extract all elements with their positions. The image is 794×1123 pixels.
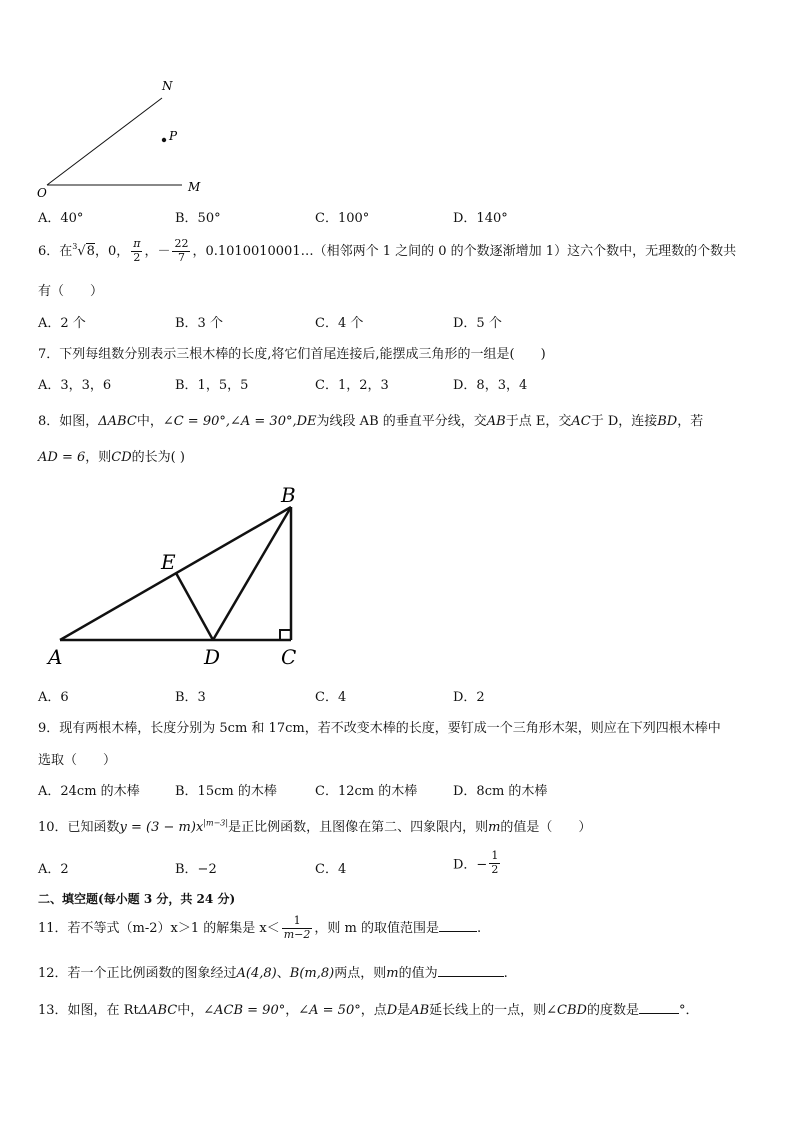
q7-option-c[interactable]: C．1，2，3 xyxy=(315,378,389,393)
q6-sep1: ，0， xyxy=(94,244,130,259)
q9-option-a[interactable]: A．24cm 的木棒 xyxy=(38,784,140,799)
label-b: B xyxy=(281,483,296,507)
q6-option-a[interactable]: A．2 个 xyxy=(38,316,86,331)
q8-stem-line2: AD = 6，则CD的长为( ) xyxy=(38,450,185,465)
q12-answer-blank[interactable] xyxy=(438,964,504,977)
angle-figure xyxy=(30,74,220,200)
label-m: M xyxy=(188,180,201,194)
q12-stem: 12．若一个正比例函数的图象经过A(4,8)、B(m,8)两点，则m的值为 . xyxy=(38,966,508,981)
q10-option-b[interactable]: B．−2 xyxy=(175,862,217,877)
q8-option-a[interactable]: A．6 xyxy=(38,690,69,705)
q5-option-d[interactable]: D．140° xyxy=(453,211,508,226)
q9-option-c[interactable]: C．12cm 的木棒 xyxy=(315,784,418,799)
q7-option-a[interactable]: A．3，3，6 xyxy=(38,378,112,393)
q9-option-b[interactable]: B．15cm 的木棒 xyxy=(175,784,277,799)
q9-stem-line2: 选取（ ） xyxy=(38,753,117,768)
label-e: E xyxy=(161,550,176,574)
q8-options xyxy=(38,686,758,704)
q10-stem: 10．已知函数$y = (3 - m)x^{|m-3|}$是正比例函数，且图像在第二、四象限内，则m的值是（ ） xyxy=(38,818,592,835)
label-c: C xyxy=(281,645,297,669)
segment-de xyxy=(176,573,213,640)
label-d: D xyxy=(204,645,221,669)
q6-options xyxy=(38,312,758,330)
ray-on xyxy=(47,98,162,185)
q8-option-c[interactable]: C．4 xyxy=(315,690,347,705)
q8-option-d[interactable]: D．2 xyxy=(453,690,485,705)
label-n: N xyxy=(162,79,173,93)
segment-bd xyxy=(213,507,291,640)
q6-rest: ，0.1010010001…（相邻两个 1 之间的 0 的个数逐渐增加 1）这六个数中，无理数的个数共 xyxy=(192,244,737,259)
q6-option-c[interactable]: C．4 个 xyxy=(315,316,364,331)
q10-option-a[interactable]: A．2 xyxy=(38,862,69,877)
q6-22-over-7: $\frac{22}{7}$ xyxy=(174,237,189,264)
q10-option-c[interactable]: C．4 xyxy=(315,862,347,877)
right-angle-mark xyxy=(280,630,291,640)
q13-answer-blank[interactable] xyxy=(639,1001,679,1014)
q8-stem: 8．如图，ΔABC中，∠C = 90°,∠A = 30°,DE为线段 AB 的垂直平分线，交AB于点 E，交AC于 D，连接BD，若 xyxy=(38,414,704,429)
q6-stem-line2: 有（ ） xyxy=(38,284,104,299)
q8-option-b[interactable]: B．3 xyxy=(175,690,206,705)
q5-option-c[interactable]: C．100° xyxy=(315,211,370,226)
section-title-fill-in: 二、填空题(每小题 3 分，共 24 分) xyxy=(38,892,236,906)
q11-answer-blank[interactable] xyxy=(439,919,477,932)
q7-stem: 7．下列每组数分别表示三根木棒的长度,将它们首尾连接后,能摆成三角形的一组是( ) xyxy=(38,347,546,362)
q7-option-b[interactable]: B．1，5，5 xyxy=(175,378,249,393)
q6-stem xyxy=(38,236,736,269)
q9-option-d[interactable]: D．8cm 的木棒 xyxy=(453,784,548,799)
q7-option-d[interactable]: D．8，3，4 xyxy=(453,378,528,393)
q10-options xyxy=(38,850,758,884)
label-o: O xyxy=(37,186,47,200)
q6-option-d[interactable]: D．5 个 xyxy=(453,316,502,331)
q6-pi-over-2: $\frac{\pi}{2}$ xyxy=(133,237,141,264)
q5-option-b[interactable]: B．50° xyxy=(175,211,221,226)
q6-sep2: ，－ xyxy=(144,244,171,259)
q13-stem: 13．如图，在 RtΔABC中，∠ACB = 90°，∠A = 50°，点D是AB延长线上的一点，则∠CBD的度数是 °． xyxy=(38,1003,699,1018)
q10-option-d[interactable]: D．− $\frac{1}{2}$ xyxy=(453,849,499,876)
q6-prefix: 6．在 xyxy=(38,244,73,259)
q6-option-b[interactable]: B．3 个 xyxy=(175,316,223,331)
label-a: A xyxy=(48,645,63,669)
q5-option-a[interactable]: A．40° xyxy=(38,211,84,226)
label-p: P xyxy=(169,129,178,143)
triangle-figure xyxy=(40,480,310,672)
q6-cube-root: $^3$√8 xyxy=(72,242,95,259)
point-p xyxy=(162,138,166,142)
q5-options xyxy=(38,207,758,225)
q11-stem: 11．若不等式（m-2）x＞1 的解集是 x＜ $\frac{1}{m-2}$ ，则 m 的取值范围是 . xyxy=(38,914,482,941)
q9-options xyxy=(38,780,758,798)
q7-options xyxy=(38,374,758,392)
q9-stem: 9．现有两根木棒，长度分别为 5cm 和 17cm，若不改变木棒的长度，要钉成一个三角形木架，则应在下列四根木棒中 xyxy=(38,721,721,736)
